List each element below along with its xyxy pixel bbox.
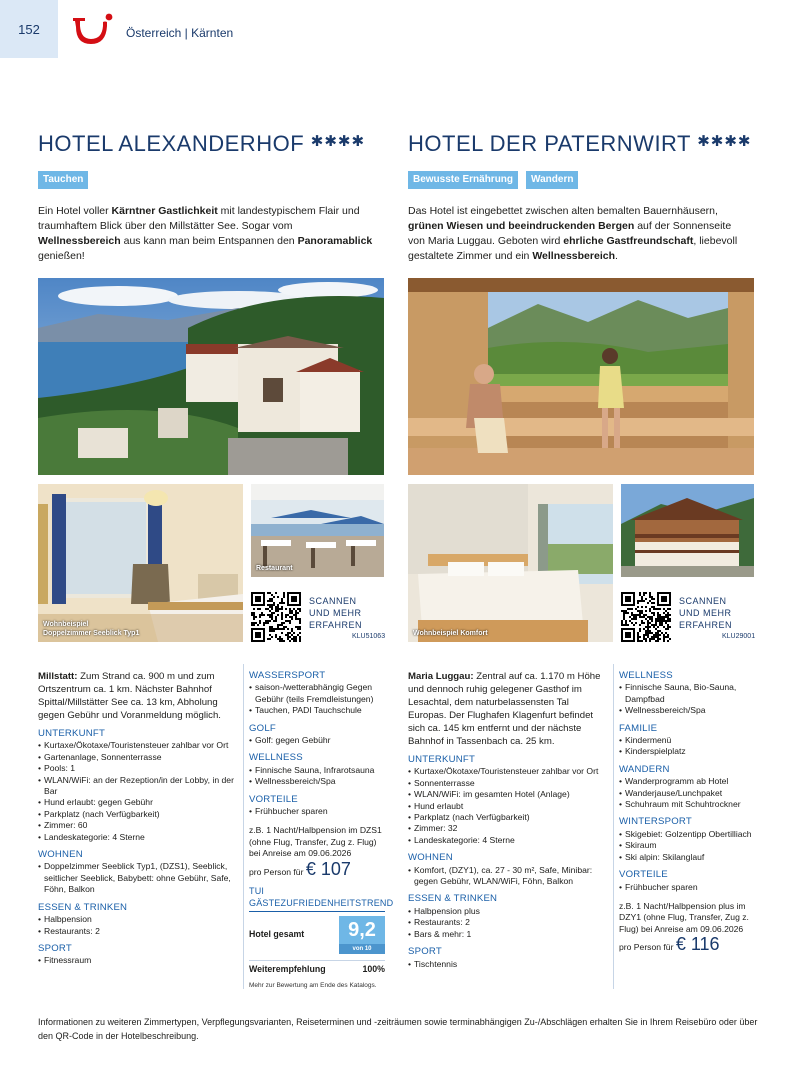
list-item: • Halbpension plus	[408, 906, 608, 917]
list-item: • Golf: gegen Gebühr	[249, 735, 385, 746]
list-item: • Skiraum	[619, 840, 755, 851]
list-item: • Hund erlaubt	[408, 801, 608, 812]
price-amount: € 116	[675, 934, 720, 955]
feature-list	[249, 735, 385, 746]
list-item: • Parkplatz (nach Verfügbarkeit)	[38, 809, 238, 820]
rating-scale: von 10	[339, 944, 385, 954]
hotel-name: HOTEL DER PATERNWIRT	[408, 131, 691, 156]
list-item: • Wanderjause/Lunchpaket	[619, 788, 755, 799]
list-item: • saison-/wetterabhängig Gegen Gebühr (teils Fremdleistungen)	[249, 682, 385, 705]
intro-text: .	[615, 250, 618, 262]
list-item: • Landeskategorie: 4 Sterne	[408, 835, 608, 846]
hotel-exterior-photo	[621, 484, 754, 577]
feature-list	[249, 765, 385, 788]
list-item: • Sonnenterrasse	[408, 778, 608, 789]
room-photo	[38, 484, 243, 642]
section-heading: WOHNEN	[38, 849, 83, 861]
section-heading: VORTEILE	[249, 793, 298, 805]
photo-caption: Wohnbeispiel Komfort	[413, 630, 488, 637]
list-item: • Hund erlaubt: gegen Gebühr	[38, 797, 238, 808]
location-label: Millstatt:	[38, 671, 78, 682]
scan-hint: SCANNEN UND MEHR ERFAHREN	[309, 596, 363, 630]
feature-tag: Bewusste Ernährung	[408, 171, 518, 189]
location-text	[408, 670, 608, 748]
feature-list	[249, 682, 385, 716]
list-item: • Tauchen, PADI Tauchschule	[249, 705, 385, 716]
list-item: • Skigebiet: Golzentipp Obertilliach	[619, 829, 755, 840]
recommendation-value: 100%	[362, 963, 385, 974]
intro-highlight: Kärntner Gastlichkeit	[111, 205, 218, 217]
guest-rating	[249, 886, 394, 992]
hotel-title-right	[408, 131, 752, 157]
list-item: • Pools: 1	[38, 763, 238, 774]
hotel-title-left	[38, 131, 365, 157]
section-heading: WANDERN	[619, 763, 670, 775]
list-item: • Wellnessbereich/Spa	[619, 705, 755, 716]
intro-text: aus kann man beim Entspannen den	[120, 235, 298, 247]
list-item: • Gartenanlage, Sonnenterrasse	[38, 752, 238, 763]
rating-score: 9,2	[348, 918, 376, 941]
location-text	[38, 670, 238, 722]
rating-note: Mehr zur Bewertung am Ende des Katalogs.	[249, 982, 377, 990]
rating-label: Hotel gesamt	[249, 929, 305, 940]
recommendation-label: Weiterempfehlung	[249, 963, 326, 974]
rating-title: TUI GÄSTEZUFRIEDENHEITSTREND	[249, 886, 385, 912]
list-item: • Zimmer: 60	[38, 820, 238, 831]
section-heading: WINTERSPORT	[619, 816, 692, 828]
feature-list	[38, 740, 238, 843]
rating-score-badge	[339, 916, 385, 954]
intro-highlight: Wellnessbereich	[38, 235, 121, 247]
feature-list	[38, 914, 238, 937]
intro-highlight: grünen Wiesen und beeindruckenden Bergen	[408, 220, 635, 232]
feature-list	[408, 959, 608, 970]
list-item: • Doppelzimmer Seeblick Typ1, (DZS1), Seeblick, seitlicher Seeblick, Babybett: ohne Gebühr, Safe, Föhn, Balkon	[38, 861, 238, 895]
price	[619, 934, 755, 955]
feature-tag: Tauchen	[38, 171, 88, 189]
location-label: Maria Luggau:	[408, 671, 474, 682]
hotel-intro	[38, 204, 378, 264]
list-item: • Bars & mehr: 1	[408, 929, 608, 940]
price-note: z.B. 1 Nacht/Halbpension im DZS1 (ohne Flug, Transfer, Zug z. Flug) bei Anreise am 09.06.2026	[249, 825, 382, 859]
stars-icon: ✱✱✱✱	[310, 133, 366, 150]
intro-text: mit landestypischem Flair und traumhaftem Blick über den Millstätter See. Sogar vom	[38, 205, 360, 232]
feature-list	[38, 861, 238, 895]
scan-hint: SCANNEN UND MEHR ERFAHREN	[679, 596, 733, 630]
intro-text: Das Hotel ist eingebettet zwischen alten bemalten Bauernhäusern,	[408, 205, 718, 217]
location-description: Zum Strand ca. 900 m und zum Ortszentrum ca. 1 km. Nächster Bahnhof Spittal/Millstätter See ca. 13 km, Abholung gegen Gebühr und Voranmeldung möglich.	[38, 671, 221, 721]
stars-icon: ✱✱✱✱	[697, 133, 752, 150]
section-heading: WELLNESS	[619, 670, 673, 681]
feature-tag: Wandern	[526, 171, 578, 189]
intro-text: , liebevoll gestaltete Zimmer und ein	[408, 235, 738, 262]
feature-list	[408, 766, 608, 846]
section-heading: VORTEILE	[619, 869, 668, 881]
details-column-left-b	[249, 670, 394, 992]
feature-list	[249, 806, 385, 817]
section-heading: SPORT	[408, 946, 442, 958]
catalog-code: KLU51063	[352, 633, 386, 640]
list-item: • Parkplatz (nach Verfügbarkeit)	[408, 812, 608, 823]
list-item: • Ski alpin: Skilanglauf	[619, 852, 755, 863]
qr-code-icon[interactable]	[251, 592, 301, 642]
feature-list	[619, 776, 755, 810]
location-description: Zentral auf ca. 1.170 m Höhe und dennoch ruhig gelegener Gasthof im Lesachtal, dem naturbelassensten Tal Europas. Der Flughafen Klagenfurt befindet sich ca. 145 km entfernt und der nächste Bahnhof in Tassenbach ca. 25 km.	[408, 671, 601, 747]
intro-text: auf der Sonnenseite von Maria Luggau. Geboten wird	[408, 220, 732, 247]
price-prefix: pro Person für	[619, 942, 676, 953]
list-item: • Kindermenü	[619, 735, 755, 746]
feature-list	[619, 829, 755, 863]
section-heading: ESSEN & TRINKEN	[38, 901, 128, 913]
price	[249, 858, 385, 879]
qr-code-icon[interactable]	[621, 592, 671, 642]
list-item: • Kurtaxe/Ökotaxe/Touristensteuer zahlbar vor Ort	[408, 766, 608, 777]
hotel-exterior-photo	[38, 278, 384, 475]
photo-caption: Wohnbeispiel Doppelzimmer Seeblick Typ1	[43, 621, 140, 637]
section-heading: WASSERSPORT	[249, 670, 326, 681]
tag-list	[408, 171, 578, 189]
catalog-code: KLU29001	[722, 633, 756, 640]
section-heading: ESSEN & TRINKEN	[408, 893, 498, 905]
list-item: • Fitnessraum	[38, 955, 238, 966]
intro-highlight: Wellnessbereich	[532, 250, 615, 262]
sauna-photo	[408, 278, 754, 475]
hotel-name: HOTEL ALEXANDERHOF	[38, 131, 305, 156]
restaurant-photo	[251, 484, 384, 577]
section-heading: FAMILIE	[619, 722, 658, 734]
intro-text: Ein Hotel voller	[38, 205, 112, 217]
section-heading: UNTERKUNFT	[408, 754, 476, 765]
details-column-right-a	[408, 670, 608, 970]
list-item: • Kurtaxe/Ökotaxe/Touristensteuer zahlbar vor Ort	[38, 740, 238, 751]
feature-list	[408, 906, 608, 940]
footer-note: Informationen zu weiteren Zimmertypen, Verpflegungsvarianten, Reiseterminen und -zeiträumen sowie terminabhängigen Zu-/Abschlägen erhalten Sie in Ihrem Reisebüro oder über den QR-Code in der Hotelbeschreibung.	[38, 1017, 758, 1041]
list-item: • WLAN/WiFi: im gesamten Hotel (Anlage)	[408, 789, 608, 800]
list-item: • Frühbucher sparen	[619, 882, 755, 893]
column-divider	[613, 664, 614, 989]
tag-list	[38, 171, 88, 189]
section-heading: SPORT	[38, 942, 72, 954]
feature-list	[619, 882, 755, 893]
intro-highlight: ehrliche Gastfreundschaft	[563, 235, 694, 247]
list-item: • Restaurants: 2	[408, 917, 608, 928]
section-heading: UNTERKUNFT	[38, 728, 106, 739]
section-heading: WELLNESS	[249, 752, 303, 764]
list-item: • Zimmer: 32	[408, 823, 608, 834]
list-item: • Kinderspielplatz	[619, 746, 755, 757]
hotel-intro	[408, 204, 748, 264]
room-photo	[408, 484, 613, 642]
details-column-right-b	[619, 670, 755, 954]
feature-list	[619, 735, 755, 758]
list-item: • Restaurants: 2	[38, 926, 238, 937]
feature-list	[408, 865, 608, 888]
feature-list	[38, 955, 238, 966]
price-amount: € 107	[305, 858, 351, 879]
price-note: z.B. 1 Nacht/Halbpension plus im DZY1 (ohne Flug, Transfer, Zug z. Flug) bei Anreise am 09.06.2026	[619, 900, 749, 934]
list-item: • Wanderprogramm ab Hotel	[619, 776, 755, 787]
list-item: • Schuhraum mit Schuhtrockner	[619, 799, 755, 810]
list-item: • Halbpension	[38, 914, 238, 925]
section-heading: WOHNEN	[408, 852, 453, 864]
list-item: • Komfort, (DZY1), ca. 27 - 30 m², Safe, Minibar: gegen Gebühr, WLAN/WiFi, Föhn, Balkon	[408, 865, 608, 888]
intro-highlight: Panoramablick	[297, 235, 373, 247]
photo-caption: Restaurant	[256, 565, 293, 572]
section-heading: GOLF	[249, 722, 276, 734]
page-number: 152	[0, 0, 58, 58]
region-label: Österreich | Kärnten	[126, 26, 234, 40]
list-item: • WLAN/WiFi: an der Rezeption/in der Lobby, in der Bar	[38, 775, 238, 798]
details-column-left-a	[38, 670, 238, 967]
list-item: • Landeskategorie: 4 Sterne	[38, 832, 238, 843]
column-divider	[243, 664, 244, 989]
list-item: • Tischtennis	[408, 959, 608, 970]
feature-list	[619, 682, 755, 716]
tui-logo	[72, 12, 116, 48]
price-prefix: pro Person für	[249, 866, 306, 877]
intro-text: genießen!	[38, 250, 85, 262]
list-item: • Finnische Sauna, Bio-Sauna, Dampfbad	[619, 682, 755, 705]
list-item: • Wellnessbereich/Spa	[249, 776, 385, 787]
list-item: • Frühbucher sparen	[249, 806, 385, 817]
list-item: • Finnische Sauna, Infrarotsauna	[249, 765, 385, 776]
